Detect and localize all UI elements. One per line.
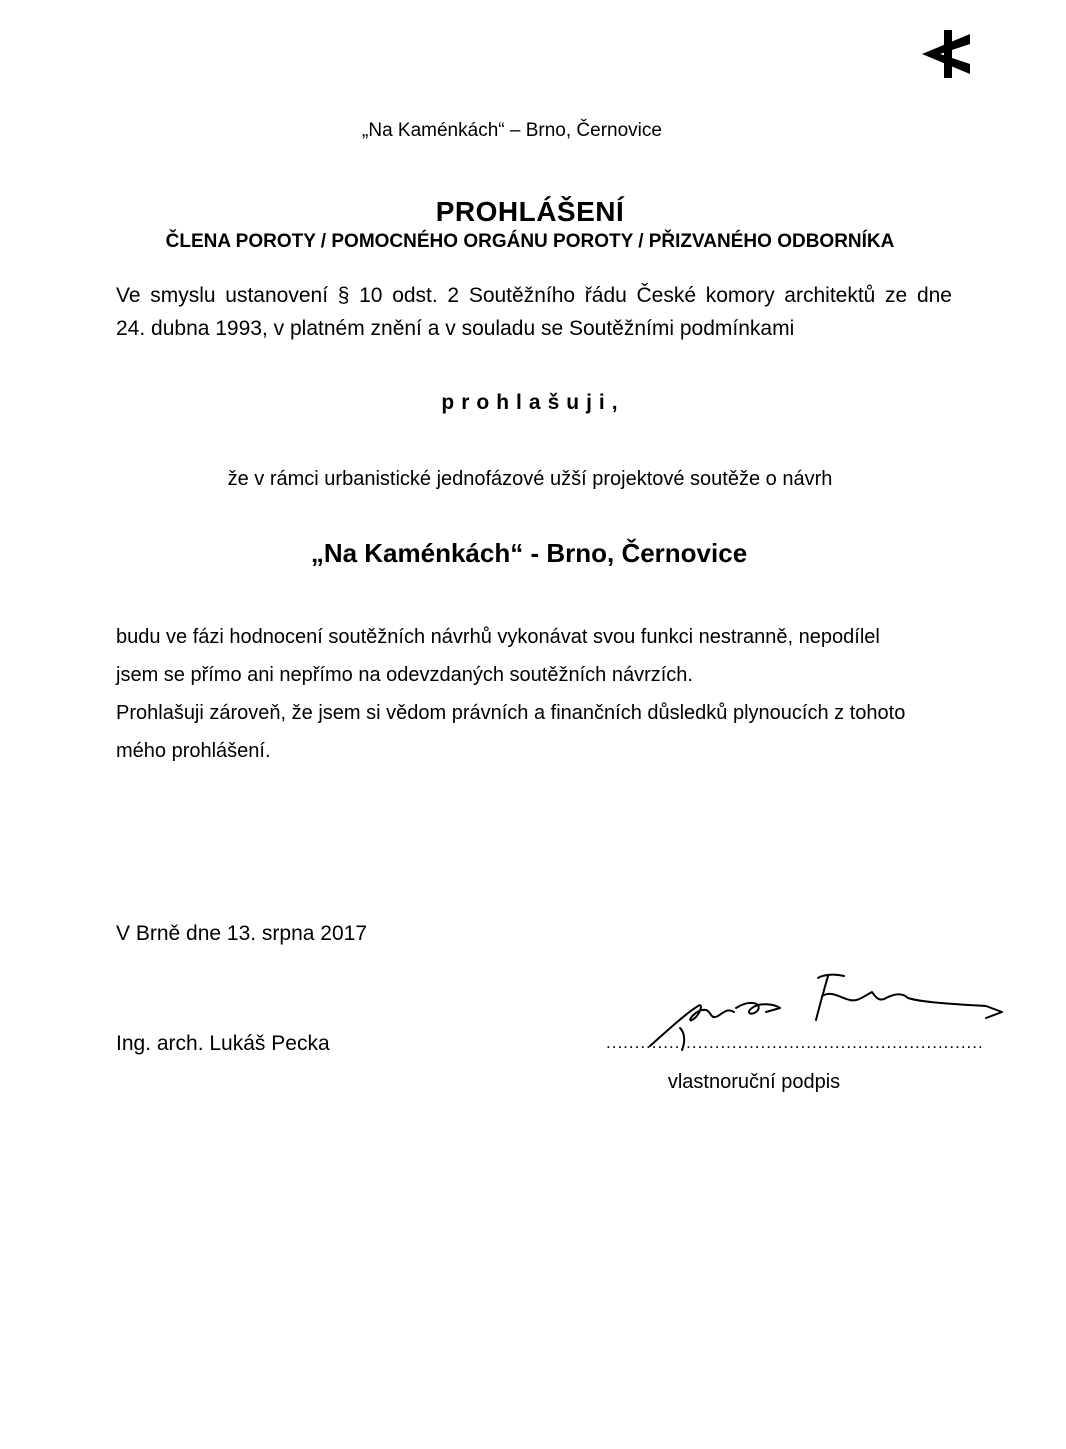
competition-context-line: že v rámci urbanistické jednofázové užší projektové soutěže o návrh bbox=[227, 468, 833, 490]
signature-line: .................................................................. bbox=[606, 1033, 984, 1052]
declaration-word: prohlašuji, bbox=[441, 391, 625, 414]
handwritten-signature bbox=[640, 968, 1012, 1054]
document-subtitle: ČLENA POROTY / POMOCNÉHO ORGÁNU POROTY / PŘIZVANÉHO ODBORNÍKA bbox=[165, 231, 895, 252]
signer-name: Ing. arch. Lukáš Pecka bbox=[116, 1032, 330, 1055]
corner-logo-mark bbox=[918, 28, 976, 80]
body-line-1: budu ve fázi hodnocení soutěžních návrhů vykonávat svou funkci nestranně, nepodílel bbox=[116, 626, 880, 648]
body-line-2: jsem se přímo ani nepřímo na odevzdaných soutěžních návrzích. bbox=[116, 664, 693, 686]
intro-line-1: Ve smyslu ustanovení § 10 odst. 2 Soutěžního řádu České komory architektů ze dne bbox=[116, 284, 952, 307]
project-name: „Na Kaménkách“ - Brno, Černovice bbox=[310, 538, 748, 568]
document-header-line: „Na Kaménkách“ – Brno, Černovice bbox=[362, 120, 662, 141]
intro-line-2: 24. dubna 1993, v platném znění a v souladu se Soutěžními podmínkami bbox=[116, 317, 795, 340]
place-and-date: V Brně dne 13. srpna 2017 bbox=[116, 922, 368, 945]
signature-caption: vlastnoruční podpis bbox=[667, 1071, 841, 1093]
document-title: PROHLÁŠENÍ bbox=[435, 196, 625, 227]
body-line-4: mého prohlášení. bbox=[116, 740, 271, 762]
body-line-3: Prohlašuji zároveň, že jsem si vědom právních a finančních důsledků plynoucích z tohoto bbox=[116, 702, 906, 724]
declaration-body bbox=[116, 618, 952, 770]
